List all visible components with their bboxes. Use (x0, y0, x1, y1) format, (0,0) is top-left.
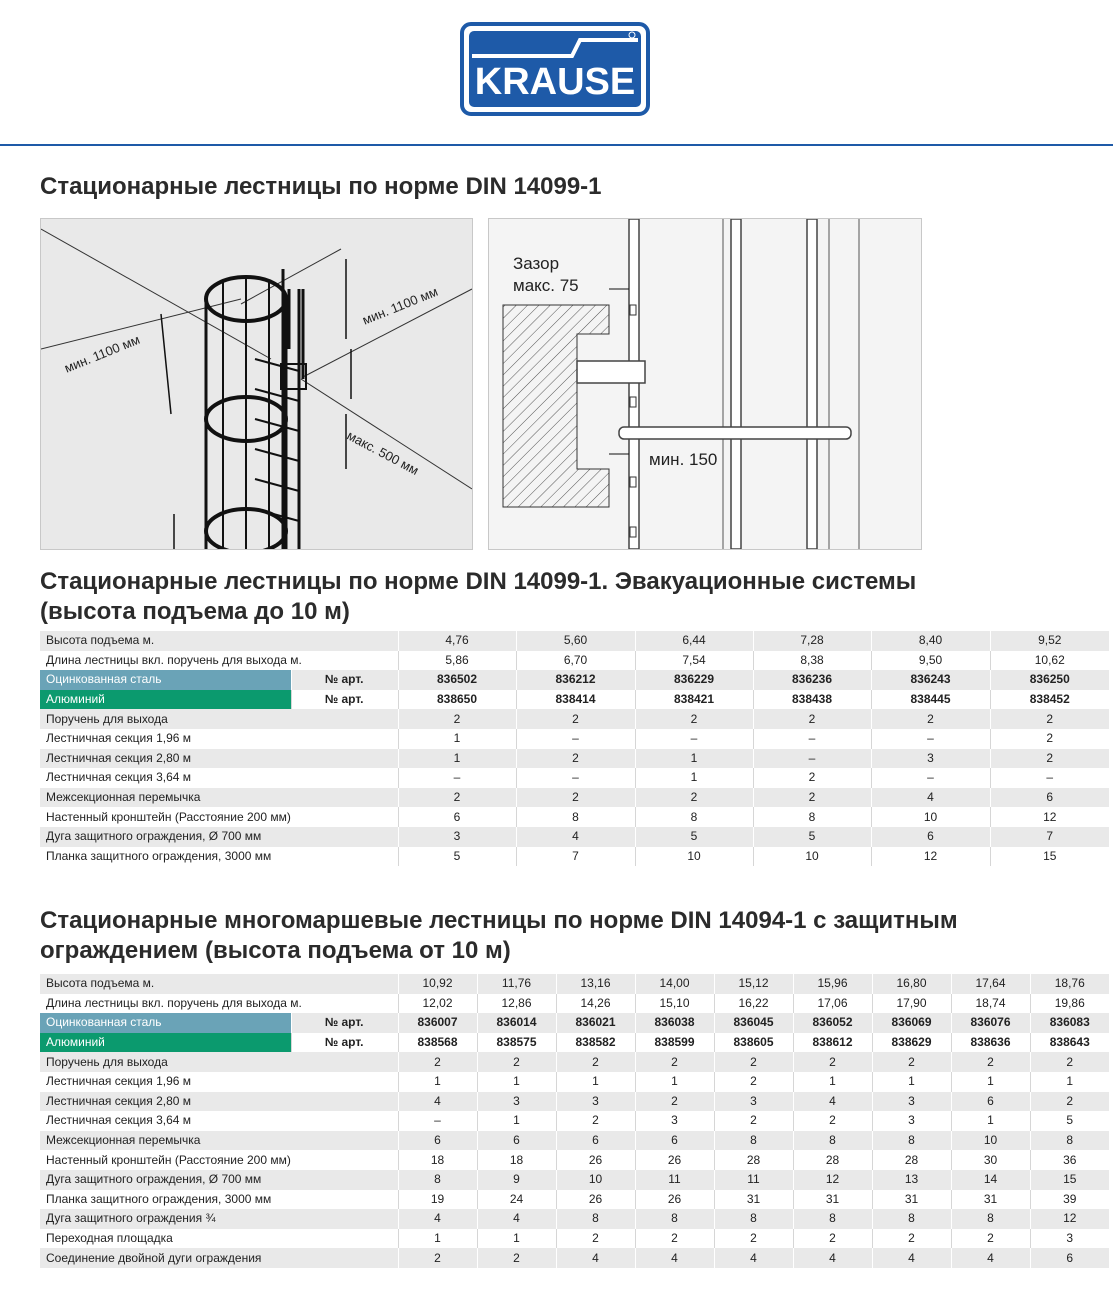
table-cell: 11 (714, 1170, 793, 1190)
table-cell: 6 (635, 1131, 714, 1151)
table-cell: 28 (872, 1150, 951, 1170)
row-label: Поручень для выхода (40, 1052, 398, 1072)
table-cell: 2 (1030, 1092, 1109, 1112)
section1-title-line2: (высота подъема до 10 м) (40, 598, 350, 625)
table-cell: 838438 (753, 690, 871, 710)
table-cell: 7,54 (635, 651, 753, 671)
table-cell: 2 (990, 749, 1109, 769)
table-cell: 30 (951, 1150, 1030, 1170)
row-label: Межсекционная перемычка (40, 1131, 398, 1151)
table-cell: 838629 (872, 1033, 951, 1053)
table-cell: 10,92 (398, 974, 477, 994)
table-row (40, 651, 1109, 671)
table-cell: 8 (635, 807, 753, 827)
table-cell: 6 (477, 1131, 556, 1151)
table-cell: 3 (556, 1092, 635, 1112)
table-cell: 18 (477, 1150, 556, 1170)
table-cell: 838605 (714, 1033, 793, 1053)
table-cell: 2 (872, 1229, 951, 1249)
table-cell: 838568 (398, 1033, 477, 1053)
row-label: Лестничная секция 1,96 м (40, 1072, 398, 1092)
table-cell: 2 (753, 709, 871, 729)
table-cell: 31 (951, 1190, 1030, 1210)
row-label: Настенный кронштейн (Расстояние 200 мм) (40, 807, 398, 827)
table-cell: 1 (398, 1229, 477, 1249)
table-cell: 838421 (635, 690, 753, 710)
table-cell: 26 (635, 1150, 714, 1170)
table-cell: 838636 (951, 1033, 1030, 1053)
table-cell: 2 (635, 1092, 714, 1112)
row-label: Соединение двойной дуги ограждения (40, 1248, 398, 1268)
table-cell: 31 (872, 1190, 951, 1210)
table-cell: 1 (398, 1072, 477, 1092)
table-cell: 5 (398, 847, 516, 867)
table-cell: 836052 (793, 1013, 872, 1033)
table-cell: 6 (871, 827, 990, 847)
table-cell: 838445 (871, 690, 990, 710)
table-cell: – (516, 768, 635, 788)
table-cell: 2 (951, 1052, 1030, 1072)
row-label: Алюминий (40, 690, 291, 710)
table-cell: 838612 (793, 1033, 872, 1053)
table-cell: 39 (1030, 1190, 1109, 1210)
table-cell: 26 (556, 1190, 635, 1210)
table-cell: 4 (793, 1248, 872, 1268)
table-cell: 8 (793, 1209, 872, 1229)
table-cell: 2 (516, 749, 635, 769)
table-cell: 2 (714, 1052, 793, 1072)
table-cell: 36 (1030, 1150, 1109, 1170)
table-row (40, 631, 1109, 651)
article-number-label: № арт. (291, 1033, 398, 1053)
table-cell: 1 (793, 1072, 872, 1092)
row-label: Длина лестницы вкл. поручень для выхода м. (40, 994, 398, 1014)
table-cell: 6 (951, 1092, 1030, 1112)
table-cell: 12 (871, 847, 990, 867)
table-cell: 6 (398, 1131, 477, 1151)
table-cell: 1 (1030, 1072, 1109, 1092)
table-cell: 838575 (477, 1033, 556, 1053)
table-cell: 26 (635, 1190, 714, 1210)
row-label: Планка защитного ограждения, 3000 мм (40, 1190, 398, 1210)
table-cell: 1 (477, 1072, 556, 1092)
table-cell: 9,50 (871, 651, 990, 671)
article-number-label: № арт. (291, 690, 398, 710)
table-cell: 5 (1030, 1111, 1109, 1131)
row-label: Лестничная секция 3,64 м (40, 768, 398, 788)
table-cell: 838643 (1030, 1033, 1109, 1053)
table-cell: 2 (635, 788, 753, 808)
row-label: Лестничная секция 3,64 м (40, 1111, 398, 1131)
page-title: Стационарные лестницы по норме DIN 14099-1 (40, 173, 602, 200)
row-label: Длина лестницы вкл. поручень для выхода м. (40, 651, 398, 671)
table-row (40, 994, 1109, 1014)
table-cell: 3 (872, 1092, 951, 1112)
table-row (40, 1092, 1109, 1112)
table-row (40, 788, 1109, 808)
table-cell: – (753, 729, 871, 749)
table-cell: 9 (477, 1170, 556, 1190)
table-cell: 2 (556, 1111, 635, 1131)
table-cell: 6 (398, 807, 516, 827)
table-cell: 8 (951, 1209, 1030, 1229)
table-cell: 28 (714, 1150, 793, 1170)
table-cell: 2 (635, 1229, 714, 1249)
table-cell: 4 (516, 827, 635, 847)
table-cell: 2 (398, 709, 516, 729)
row-label: Дуга защитного ограждения, Ø 700 мм (40, 1170, 398, 1190)
table-cell: 8 (516, 807, 635, 827)
table-cell: 3 (1030, 1229, 1109, 1249)
table-cell: 1 (398, 729, 516, 749)
table-cell: 1 (398, 749, 516, 769)
table-cell: 1 (556, 1072, 635, 1092)
table-cell: 3 (477, 1092, 556, 1112)
table-cell: 2 (793, 1229, 872, 1249)
row-label: Планка защитного ограждения, 3000 мм (40, 847, 398, 867)
table-cell: 2 (477, 1052, 556, 1072)
table-cell: 4,76 (398, 631, 516, 651)
row-label: Оцинкованная сталь (40, 1013, 291, 1033)
table-cell: 838452 (990, 690, 1109, 710)
row-label: Настенный кронштейн (Расстояние 200 мм) (40, 1150, 398, 1170)
table-cell: 13,16 (556, 974, 635, 994)
table-cell: 8 (793, 1131, 872, 1151)
table-cell: – (635, 729, 753, 749)
table-cell: 3 (635, 1111, 714, 1131)
table-cell: 4 (635, 1248, 714, 1268)
table-cell: 5 (635, 827, 753, 847)
table-cell: 838582 (556, 1033, 635, 1053)
table-cell: 2 (398, 1248, 477, 1268)
table-cell: 2 (714, 1072, 793, 1092)
table-row (40, 768, 1109, 788)
table-cell: 2 (714, 1229, 793, 1249)
table-cell: 2 (872, 1052, 951, 1072)
table-cell: 4 (398, 1092, 477, 1112)
table-cell: 31 (793, 1190, 872, 1210)
table-cell: 18 (398, 1150, 477, 1170)
table-cell: 1 (635, 749, 753, 769)
table-cell: 836045 (714, 1013, 793, 1033)
row-label: Дуга защитного ограждения ¾ (40, 1209, 398, 1229)
table-cell: 16,80 (872, 974, 951, 994)
table-cell: 7,28 (753, 631, 871, 651)
table-cell: 836038 (635, 1013, 714, 1033)
table-cell: 10,62 (990, 651, 1109, 671)
table-cell: 26 (556, 1150, 635, 1170)
table-cell: 15,12 (714, 974, 793, 994)
table-cell: 13 (872, 1170, 951, 1190)
table-cell: 19 (398, 1190, 477, 1210)
table-cell: 14,26 (556, 994, 635, 1014)
table-cell: 15,10 (635, 994, 714, 1014)
dimension-label-min-right: мин. 1100 мм (360, 283, 440, 328)
row-label: Высота подъема м. (40, 974, 398, 994)
table-cell: 12,02 (398, 994, 477, 1014)
table-cell: 4 (398, 1209, 477, 1229)
table-row (40, 1131, 1109, 1151)
table-cell: 8 (398, 1170, 477, 1190)
table-cell: 4 (793, 1092, 872, 1112)
table-cell: 3 (398, 827, 516, 847)
table-cell: 16,22 (714, 994, 793, 1014)
table-cell: 2 (635, 709, 753, 729)
row-label: Переходная площадка (40, 1229, 398, 1249)
row-label: Дуга защитного ограждения, Ø 700 мм (40, 827, 398, 847)
table-cell: 10 (753, 847, 871, 867)
table-cell: 3 (714, 1092, 793, 1112)
table-cell: 12,86 (477, 994, 556, 1014)
table-row (40, 1111, 1109, 1131)
table-cell: – (516, 729, 635, 749)
row-label: Алюминий (40, 1033, 291, 1053)
table-cell: 17,64 (951, 974, 1030, 994)
table-cell: 2 (871, 709, 990, 729)
table-cell: 7 (516, 847, 635, 867)
table-cell: 3 (872, 1111, 951, 1131)
table-cell: 4 (951, 1248, 1030, 1268)
table-cell: 6 (1030, 1248, 1109, 1268)
table-cell: 2 (714, 1111, 793, 1131)
table-cell: 8 (714, 1209, 793, 1229)
table-cell: 1 (872, 1072, 951, 1092)
table-cell: 8,40 (871, 631, 990, 651)
table-cell: 2 (1030, 1052, 1109, 1072)
section2-title-line2: ограждением (высота подъема от 10 м) (40, 937, 511, 964)
table-cell: 8,38 (753, 651, 871, 671)
table-cell: 836083 (1030, 1013, 1109, 1033)
table-cell: 836243 (871, 670, 990, 690)
table-row (40, 1052, 1109, 1072)
table-row (40, 729, 1109, 749)
table-cell: 1 (477, 1229, 556, 1249)
table-cell: 2 (990, 709, 1109, 729)
header-divider (0, 144, 1113, 146)
table-cell: 836021 (556, 1013, 635, 1033)
row-label: Лестничная секция 1,96 м (40, 729, 398, 749)
table-cell: 8 (753, 807, 871, 827)
row-label: Лестничная секция 2,80 м (40, 749, 398, 769)
table-cell: 2 (753, 768, 871, 788)
table-row (40, 807, 1109, 827)
table-cell: 28 (793, 1150, 872, 1170)
table-cell: – (398, 768, 516, 788)
table-cell: 838650 (398, 690, 516, 710)
table-cell: 5 (753, 827, 871, 847)
table-cell: 836236 (753, 670, 871, 690)
table-cell: 2 (556, 1229, 635, 1249)
table-row (40, 749, 1109, 769)
table-cell: 836502 (398, 670, 516, 690)
table-cell: 3 (871, 749, 990, 769)
table-cell: 838414 (516, 690, 635, 710)
table-cell: 2 (793, 1111, 872, 1131)
table-cell: 1 (477, 1111, 556, 1131)
row-label: Поручень для выхода (40, 709, 398, 729)
table-cell: 19,86 (1030, 994, 1109, 1014)
article-number-label: № арт. (291, 1013, 398, 1033)
table-cell: 8 (714, 1131, 793, 1151)
table-cell: 2 (990, 729, 1109, 749)
table-cell: 10 (871, 807, 990, 827)
table-cell: 836229 (635, 670, 753, 690)
table-row (40, 1170, 1109, 1190)
table-row (40, 1013, 1109, 1033)
table-row (40, 1209, 1109, 1229)
table-cell: 7 (990, 827, 1109, 847)
table-multiflight-ladders (40, 974, 1109, 1268)
section2-title-line1: Стационарные многомаршевые лестницы по норме DIN 14094-1 с защитным (40, 907, 958, 934)
table-cell: – (753, 749, 871, 769)
min150-label: мин. 150 (649, 450, 718, 469)
table-row (40, 1150, 1109, 1170)
table-row (40, 847, 1109, 867)
gap-label-line1: Зазор (513, 254, 560, 273)
table-cell: 17,06 (793, 994, 872, 1014)
table-cell: 14,00 (635, 974, 714, 994)
figure-ladder-cage (40, 218, 473, 550)
table-cell: 1 (635, 1072, 714, 1092)
table-cell: 12 (990, 807, 1109, 827)
table-cell: 2 (516, 709, 635, 729)
table-cell: 1 (951, 1072, 1030, 1092)
dimension-label-min-left: мин. 1100 мм (62, 331, 142, 376)
table-cell: 5,60 (516, 631, 635, 651)
table-row (40, 1033, 1109, 1053)
table-evacuation-systems (40, 631, 1109, 866)
table-cell: – (871, 729, 990, 749)
dimension-label-max500: макс. 500 мм (344, 427, 422, 478)
gap-label-line2: макс. 75 (513, 276, 579, 295)
table-cell: – (871, 768, 990, 788)
table-cell: 1 (635, 768, 753, 788)
table-cell: 8 (556, 1209, 635, 1229)
table-cell: 2 (753, 788, 871, 808)
table-cell: 4 (872, 1248, 951, 1268)
table-cell: 14 (951, 1170, 1030, 1190)
table-cell: 8 (1030, 1131, 1109, 1151)
table-cell: 836250 (990, 670, 1109, 690)
table-cell: 836076 (951, 1013, 1030, 1033)
table-cell: 4 (556, 1248, 635, 1268)
table-row (40, 1248, 1109, 1268)
table-row (40, 670, 1109, 690)
table-cell: 836069 (872, 1013, 951, 1033)
table-cell: 18,76 (1030, 974, 1109, 994)
table-cell: 6,70 (516, 651, 635, 671)
table-cell: 836014 (477, 1013, 556, 1033)
table-cell: 12 (1030, 1209, 1109, 1229)
table-cell: 4 (714, 1248, 793, 1268)
table-cell: 12 (793, 1170, 872, 1190)
table-cell: 2 (398, 788, 516, 808)
logo-text: KRAUSE (474, 61, 636, 103)
table-cell: 31 (714, 1190, 793, 1210)
row-label: Оцинкованная сталь (40, 670, 291, 690)
table-cell: 1 (951, 1111, 1030, 1131)
table-cell: 18,74 (951, 994, 1030, 1014)
table-cell: 10 (951, 1131, 1030, 1151)
table-cell: 2 (516, 788, 635, 808)
table-cell: 6 (990, 788, 1109, 808)
table-cell: 15 (1030, 1170, 1109, 1190)
table-cell: – (990, 768, 1109, 788)
table-cell: 838599 (635, 1033, 714, 1053)
table-cell: 2 (477, 1248, 556, 1268)
table-cell: 6,44 (635, 631, 753, 651)
table-cell: 8 (872, 1131, 951, 1151)
table-cell: 15,96 (793, 974, 872, 994)
table-row (40, 974, 1109, 994)
table-cell: 4 (477, 1209, 556, 1229)
table-cell: 2 (398, 1052, 477, 1072)
table-row (40, 1072, 1109, 1092)
row-label: Межсекционная перемычка (40, 788, 398, 808)
table-cell: 8 (872, 1209, 951, 1229)
krause-logo (460, 22, 650, 116)
table-cell: 2 (635, 1052, 714, 1072)
row-label: Лестничная секция 2,80 м (40, 1092, 398, 1112)
figure-wall-bracket (488, 218, 922, 550)
table-cell: 24 (477, 1190, 556, 1210)
table-row (40, 1190, 1109, 1210)
row-label: Высота подъема м. (40, 631, 398, 651)
table-cell: 8 (635, 1209, 714, 1229)
table-cell: – (398, 1111, 477, 1131)
table-cell: 9,52 (990, 631, 1109, 651)
table-row (40, 1229, 1109, 1249)
table-cell: 17,90 (872, 994, 951, 1014)
table-cell: 836212 (516, 670, 635, 690)
table-row (40, 827, 1109, 847)
table-cell: 836007 (398, 1013, 477, 1033)
table-cell: 4 (871, 788, 990, 808)
section1-title-line1: Стационарные лестницы по норме DIN 14099-1. Эвакуационные системы (40, 568, 917, 595)
table-cell: 11 (635, 1170, 714, 1190)
table-cell: 2 (556, 1052, 635, 1072)
table-cell: 6 (556, 1131, 635, 1151)
article-number-label: № арт. (291, 670, 398, 690)
table-row (40, 709, 1109, 729)
table-cell: 2 (793, 1052, 872, 1072)
table-cell: 10 (635, 847, 753, 867)
table-row (40, 690, 1109, 710)
table-cell: 11,76 (477, 974, 556, 994)
table-cell: 5,86 (398, 651, 516, 671)
table-cell: 2 (951, 1229, 1030, 1249)
table-cell: 10 (556, 1170, 635, 1190)
table-cell: 15 (990, 847, 1109, 867)
